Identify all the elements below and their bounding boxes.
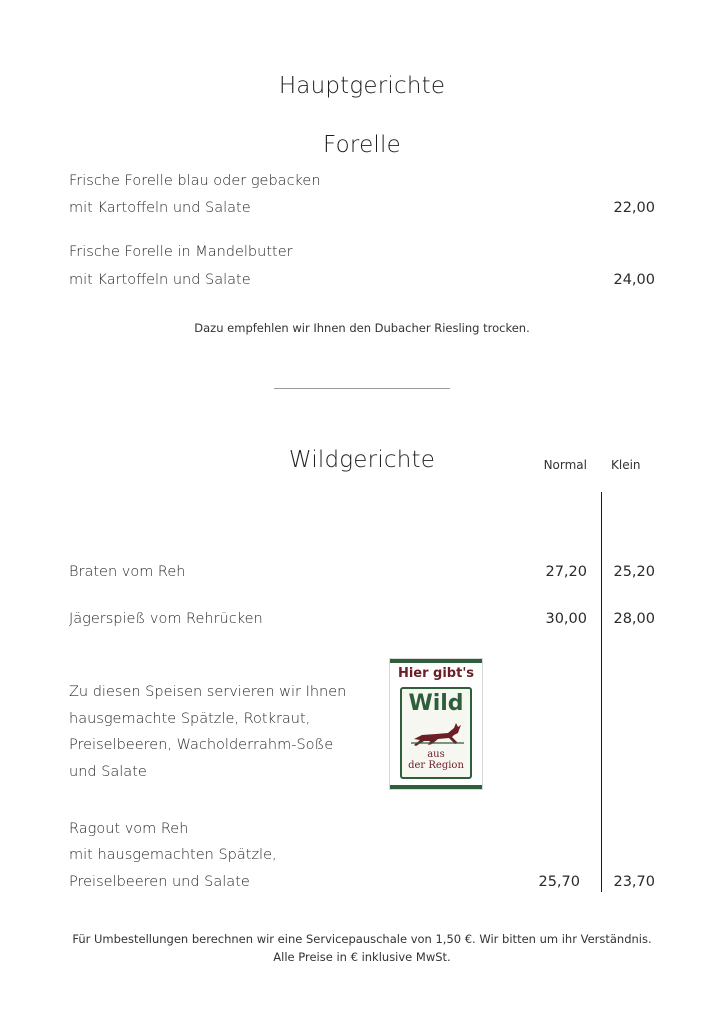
menu-item-price-normal: 27,20 <box>545 564 587 580</box>
badge-bottom-bar <box>390 785 482 789</box>
badge-top-bar <box>390 659 482 663</box>
menu-item-description: mit Kartoffeln und Salate <box>69 272 251 288</box>
menu-item-name: Braten vom Reh <box>69 564 186 580</box>
menu-item-name: Ragout vom Reh <box>69 821 189 837</box>
section-title-wild: Wildgerichte <box>288 447 436 473</box>
footer-service-note: Für Umbestellungen berechnen wir eine Servicepauschale von 1,50 €. Wir bitten um ihr Verständnis. <box>72 932 652 946</box>
badge-subtitle <box>402 749 470 771</box>
menu-item-name: Frische Forelle blau oder gebacken <box>69 173 321 189</box>
column-separator <box>601 492 602 892</box>
column-header-normal: Normal <box>543 458 587 472</box>
badge-wild-word: Wild <box>408 691 464 716</box>
column-header-klein: Klein <box>611 458 641 472</box>
badge-heading: Hier gibt's <box>397 666 475 681</box>
wine-recommendation: Dazu empfehlen wir Ihnen den Dubacher Riesling trocken. <box>194 321 530 335</box>
sides-text: hausgemachte Spätzle, Rotkraut, <box>69 711 311 727</box>
menu-item-description: mit hausgemachten Spätzle, <box>69 847 277 863</box>
badge-sub-line: der Region <box>408 760 464 771</box>
menu-item-description: Preiselbeeren und Salate <box>69 874 250 890</box>
menu-item-name: Frische Forelle in Mandelbutter <box>69 244 293 260</box>
footer-price-note: Alle Preise in € inklusive MwSt. <box>273 950 451 964</box>
menu-item-price: 24,00 <box>613 272 655 288</box>
menu-item-price-normal: 30,00 <box>545 611 587 627</box>
deer-icon <box>408 719 466 749</box>
menu-item-price-klein: 28,00 <box>613 611 655 627</box>
page-title: Hauptgerichte <box>278 73 446 99</box>
sides-text: und Salate <box>69 764 147 780</box>
divider <box>274 388 450 389</box>
sides-text: Zu diesen Speisen servieren wir Ihnen <box>69 684 347 700</box>
menu-item-price-klein: 25,20 <box>613 564 655 580</box>
section-title-forelle: Forelle <box>323 132 401 158</box>
wild-region-badge <box>389 658 483 790</box>
menu-item-description: mit Kartoffeln und Salate <box>69 200 251 216</box>
menu-item-price-normal: 25,70 <box>538 874 580 890</box>
sides-text: Preiselbeeren, Wacholderrahm-Soße <box>69 737 334 753</box>
menu-item-price: 22,00 <box>613 200 655 216</box>
badge-frame <box>400 687 472 779</box>
badge-sub-line: aus <box>427 749 445 760</box>
menu-item-name: Jägerspieß vom Rehrücken <box>69 611 263 627</box>
menu-item-price-klein: 23,70 <box>613 874 655 890</box>
